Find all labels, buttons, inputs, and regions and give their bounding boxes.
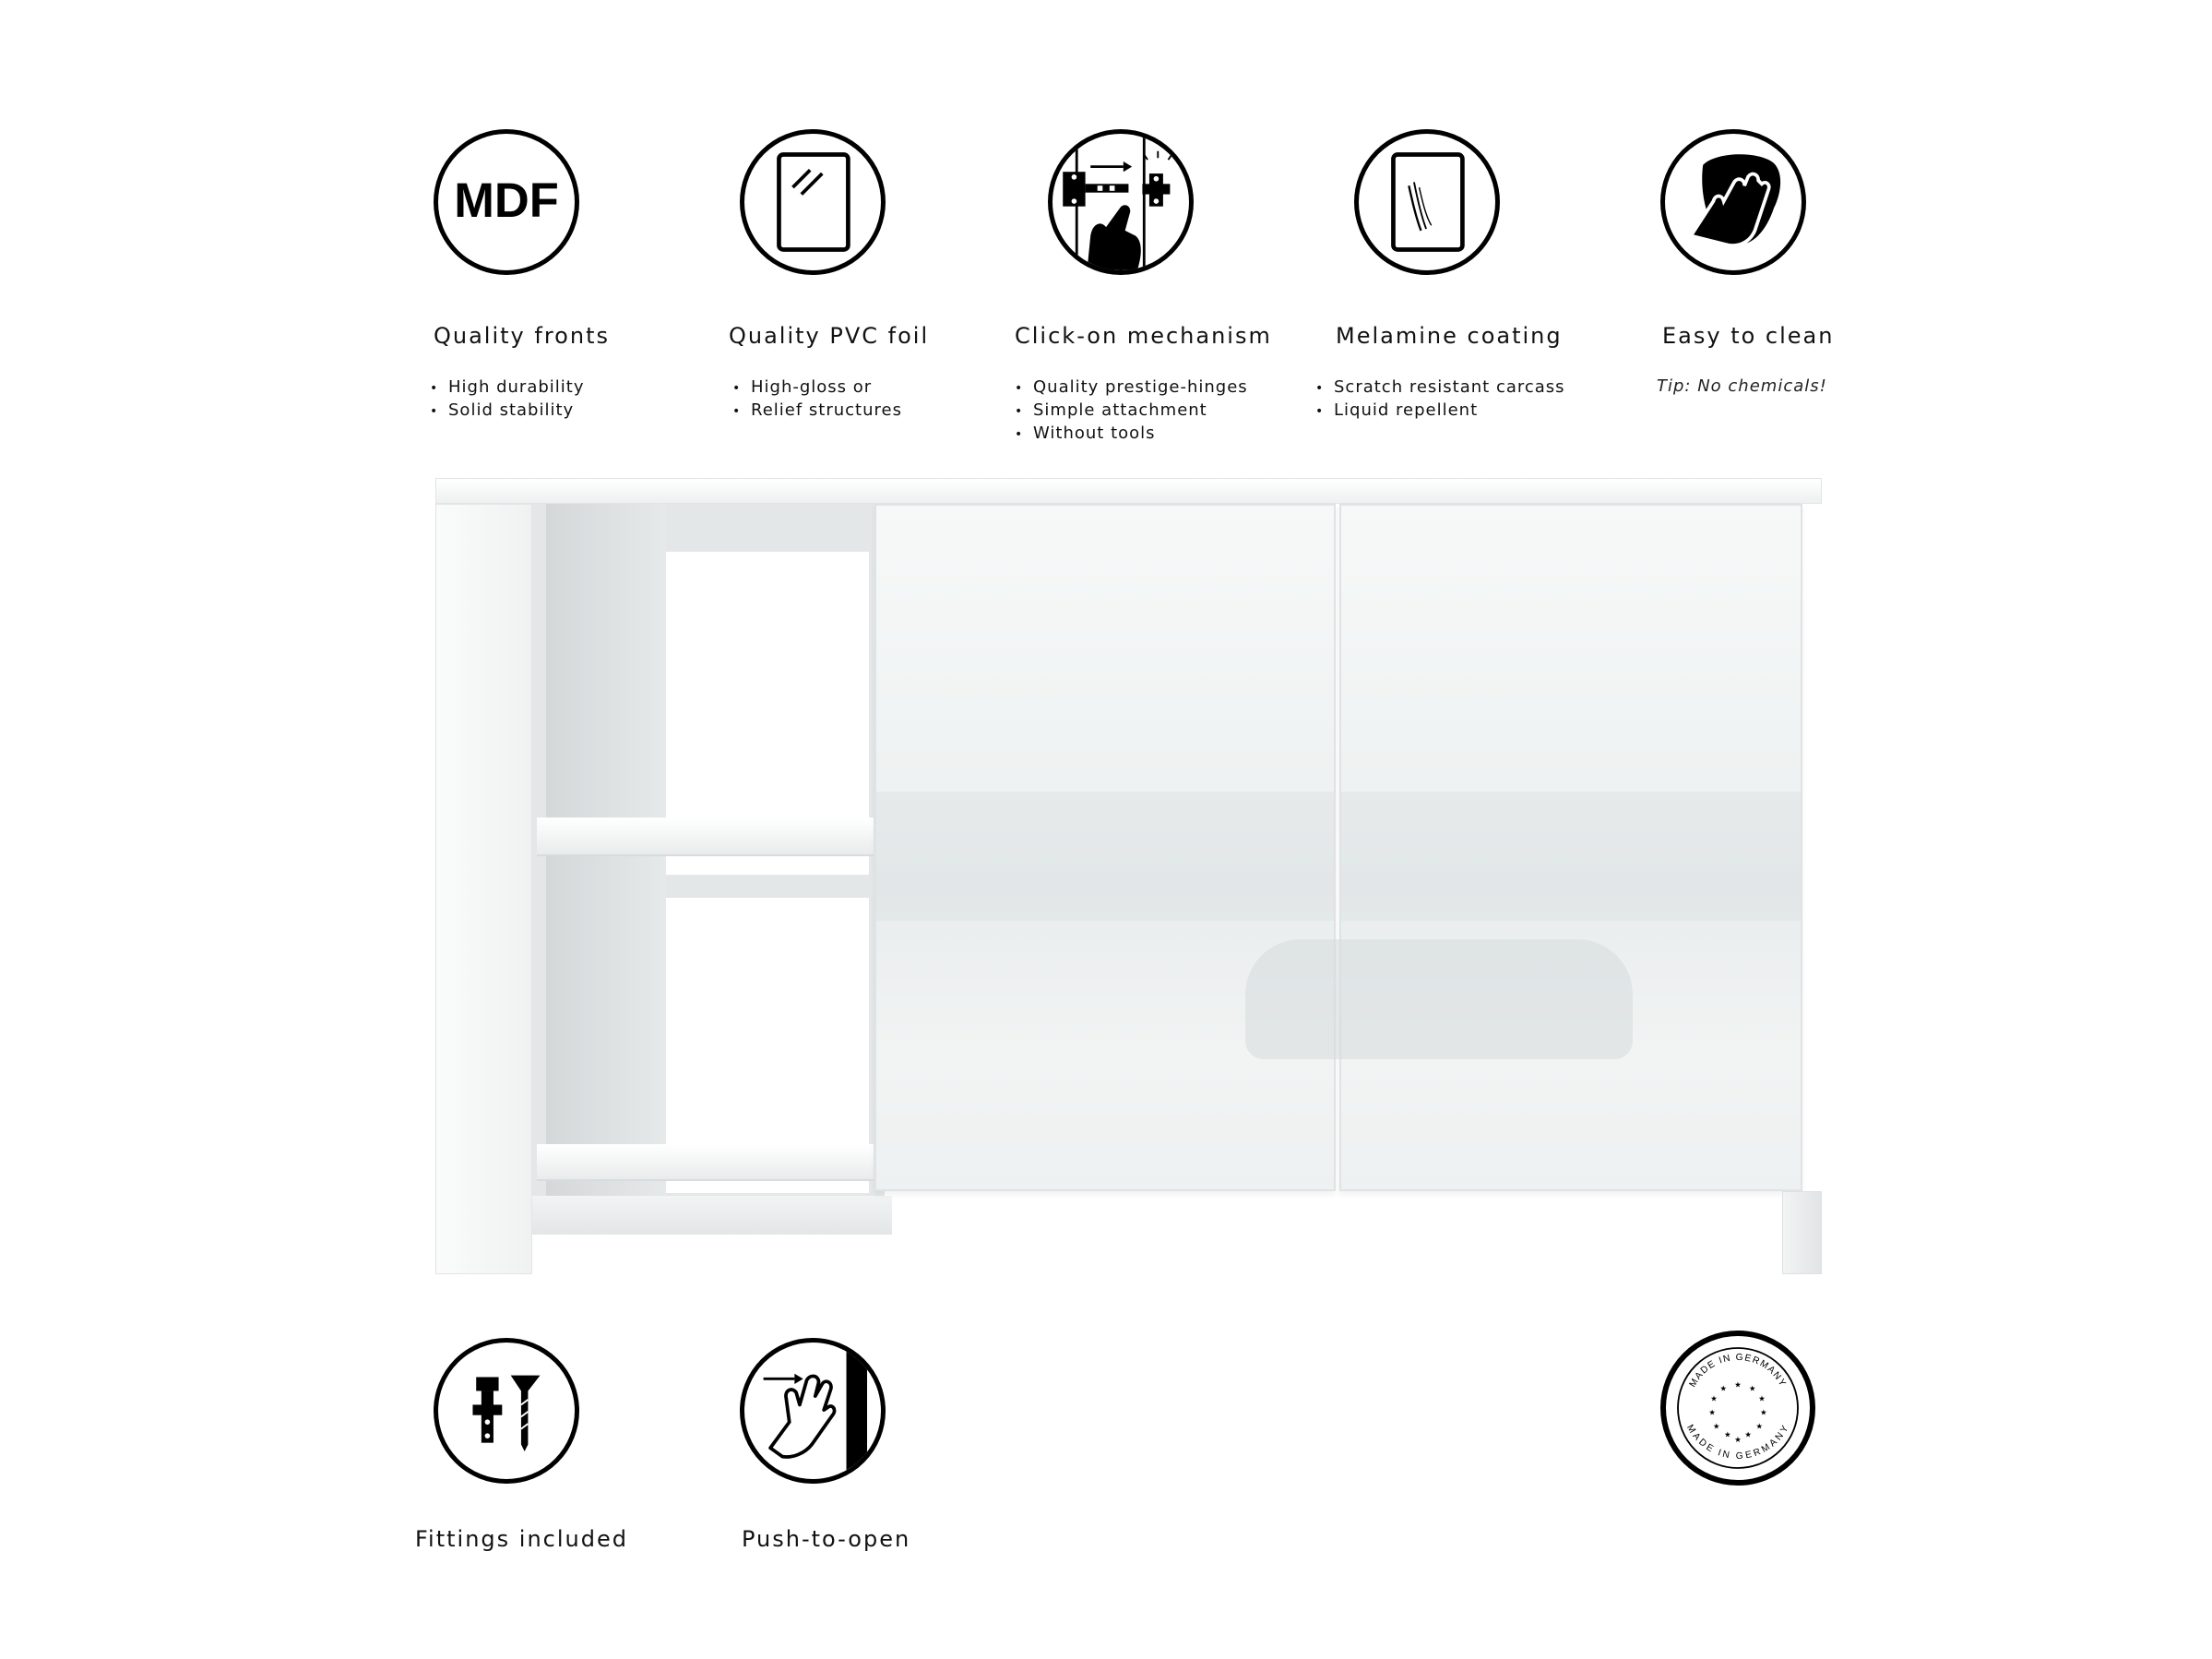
mdf-icon-text: MDF (454, 173, 559, 228)
sideboard-shelf-bottom (537, 1144, 874, 1181)
feature-bullets-click-on-mechanism (1015, 376, 1248, 446)
hinge-click-icon (1048, 129, 1194, 275)
bullet: • High-gloss or (732, 376, 902, 400)
feature-title-melamine-coating: Melamine coating (1336, 323, 1563, 349)
feature-bullets-quality-pvc-foil (732, 376, 902, 423)
bullet: • High durability (430, 376, 585, 400)
feature-title-click-on-mechanism: Click-on mechanism (1015, 323, 1272, 349)
feature-bullets-melamine-coating (1315, 376, 1565, 423)
bullet: • Quality prestige-hinges (1015, 376, 1248, 400)
svg-text:★: ★ (1724, 1429, 1731, 1439)
svg-text:★: ★ (1755, 1421, 1763, 1431)
compartment-inner-wall-shadow (546, 504, 666, 1233)
svg-text:★: ★ (1708, 1407, 1716, 1417)
glossy-panel-icon (740, 129, 886, 275)
sideboard-shelf-middle (537, 818, 874, 856)
bullet: • Scratch resistant carcass (1315, 376, 1565, 400)
door-left-reflection (876, 792, 1334, 921)
sideboard-top-board (435, 478, 1822, 504)
feature-title-fittings-included: Fittings included (415, 1526, 628, 1552)
door-reflection-cushion (1245, 939, 1633, 1059)
wiping-hand-icon (1660, 129, 1806, 275)
scratch-panel-icon (1354, 129, 1500, 275)
svg-text:★: ★ (1749, 1383, 1756, 1393)
svg-text:★: ★ (1734, 1435, 1742, 1445)
feature-title-quality-fronts: Quality fronts (434, 323, 610, 349)
bullet: • Without tools (1015, 423, 1248, 446)
seal-text-bottom: MADE IN GERMANY (1684, 1423, 1792, 1462)
sideboard-left-panel (435, 504, 532, 1274)
mdf-icon (434, 129, 579, 275)
door-right-reflection (1341, 792, 1801, 921)
svg-text:★: ★ (1744, 1429, 1752, 1439)
bullet: • Simple attachment (1015, 400, 1248, 423)
bullet: • Solid stability (430, 400, 585, 423)
bullet: • Liquid repellent (1315, 400, 1565, 423)
bullet: • Relief structures (732, 400, 902, 423)
feature-title-quality-pvc-foil: Quality PVC foil (729, 323, 930, 349)
hinge-screw-icon (434, 1338, 579, 1484)
svg-text:★: ★ (1719, 1383, 1727, 1393)
seal-text-top: MADE IN GERMANY (1687, 1352, 1789, 1390)
feature-tip-easy-to-clean: Tip: No chemicals! (1657, 376, 1827, 396)
feature-title-push-to-open: Push-to-open (742, 1526, 911, 1552)
sideboard-plinth (532, 1196, 892, 1235)
svg-text:★: ★ (1713, 1421, 1720, 1431)
sideboard-illustration (434, 478, 1822, 1281)
feature-title-easy-to-clean: Easy to clean (1662, 323, 1835, 349)
svg-text:★: ★ (1758, 1393, 1766, 1403)
svg-text:★: ★ (1734, 1379, 1742, 1390)
svg-text:★: ★ (1710, 1393, 1718, 1403)
made-in-germany-seal-icon (1660, 1331, 1815, 1486)
push-door-icon (740, 1338, 886, 1484)
sideboard-right-leg (1782, 1191, 1822, 1274)
svg-text:★: ★ (1760, 1407, 1767, 1417)
feature-bullets-quality-fronts (430, 376, 585, 423)
